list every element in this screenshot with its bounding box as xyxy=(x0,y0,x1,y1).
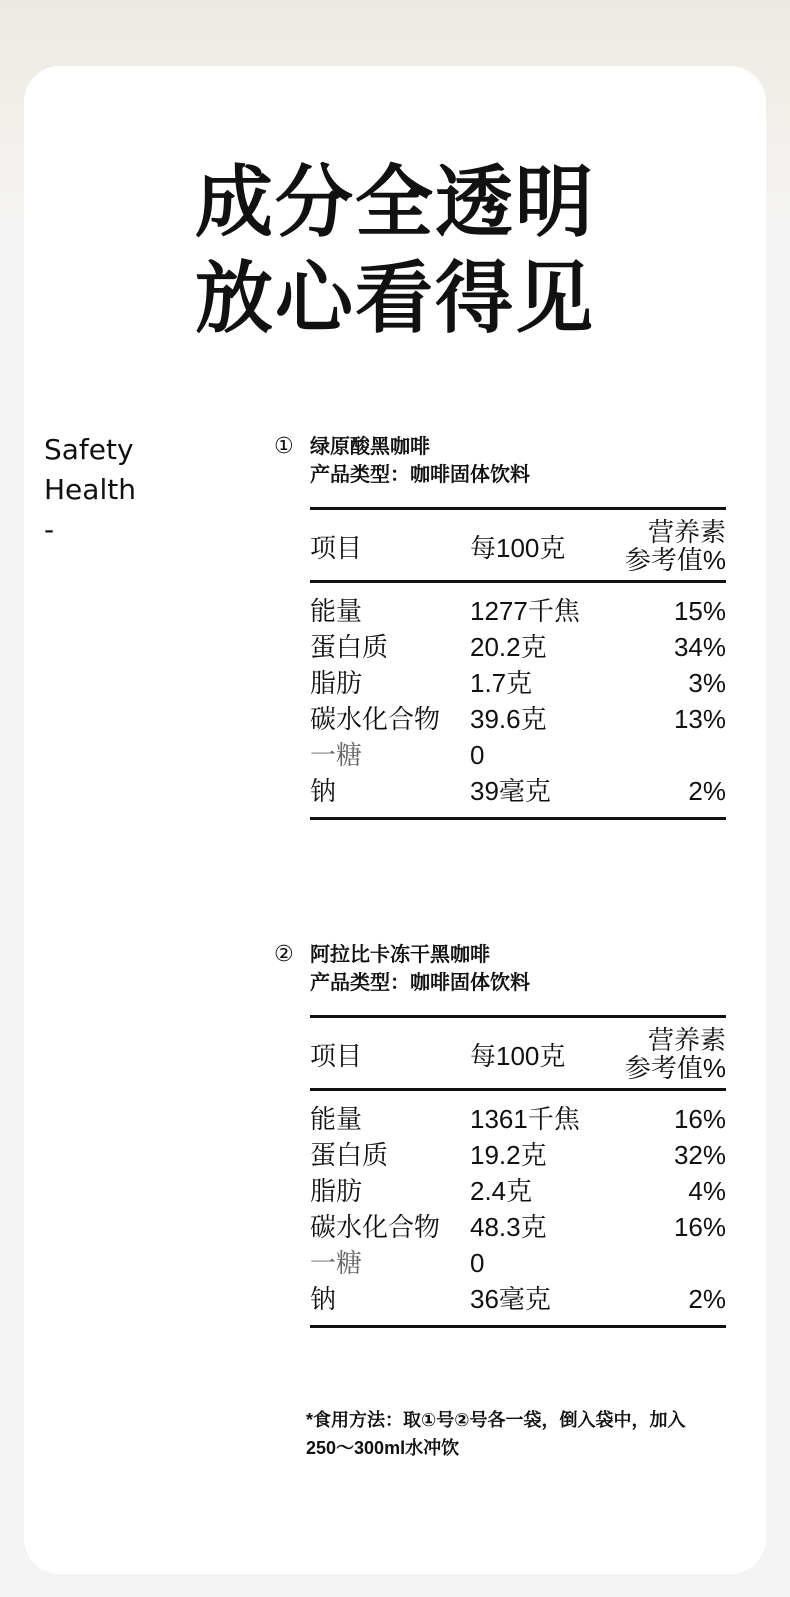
title-line-2: 放心看得见 xyxy=(194,254,595,342)
header-nrv: 营养素 参考值% xyxy=(624,517,726,575)
nutrition-table xyxy=(310,1015,726,1328)
product-name: 阿拉比卡冻干黑咖啡 xyxy=(310,944,490,966)
product-section-2 xyxy=(274,940,734,1328)
table-row: 一糖 0 xyxy=(310,1248,485,1278)
table-header-row xyxy=(310,509,726,582)
product-type: 产品类型：咖啡固体饮料 xyxy=(310,464,530,486)
table-row: 钠 39毫克 2% xyxy=(310,773,726,819)
usage-note-line-2: 250～300ml水冲饮 xyxy=(306,1438,460,1458)
nutrition-table xyxy=(310,507,726,820)
header-per-100g: 每100克 xyxy=(470,532,566,563)
table-row: 脂肪 1.7克 3% xyxy=(310,668,726,698)
product-number: ① xyxy=(274,433,294,458)
header-item: 项目 xyxy=(310,532,363,563)
table-row: 脂肪 2.4克 4% xyxy=(310,1176,726,1206)
product-name: 绿原酸黑咖啡 xyxy=(310,436,430,458)
page-title xyxy=(24,154,766,346)
table-row: 蛋白质 19.2克 32% xyxy=(310,1140,726,1170)
table-row: 蛋白质 20.2克 34% xyxy=(310,632,726,662)
product-number: ② xyxy=(274,941,294,966)
table-row: 碳水化合物 48.3克 16% xyxy=(310,1212,726,1242)
table-row: 能量 1277千焦 15% xyxy=(310,596,726,626)
product-type: 产品类型：咖啡固体饮料 xyxy=(310,972,530,994)
product-section-1 xyxy=(274,432,734,820)
table-row: 钠 36毫克 2% xyxy=(310,1281,726,1327)
side-label-safety: Safety xyxy=(44,433,134,466)
side-label xyxy=(44,430,136,550)
table-row: 碳水化合物 39.6克 13% xyxy=(310,704,726,734)
side-label-dash: - xyxy=(44,513,55,546)
table-header-row xyxy=(310,1017,726,1090)
side-label-health: Health xyxy=(44,473,136,506)
header-nrv: 营养素 参考值% xyxy=(624,1025,726,1083)
product-heading xyxy=(274,432,734,489)
usage-note xyxy=(306,1406,736,1462)
table-row: 能量 1361千焦 16% xyxy=(310,1104,726,1134)
header-item: 项目 xyxy=(310,1040,363,1071)
table-row: 一糖 0 xyxy=(310,740,485,770)
content-card xyxy=(24,66,766,1574)
product-heading xyxy=(274,940,734,997)
header-per-100g: 每100克 xyxy=(470,1040,566,1071)
title-line-1: 成分全透明 xyxy=(194,158,595,246)
usage-note-line-1: *食用方法：取①号②号各一袋，倒入袋中，加入 xyxy=(306,1410,686,1430)
